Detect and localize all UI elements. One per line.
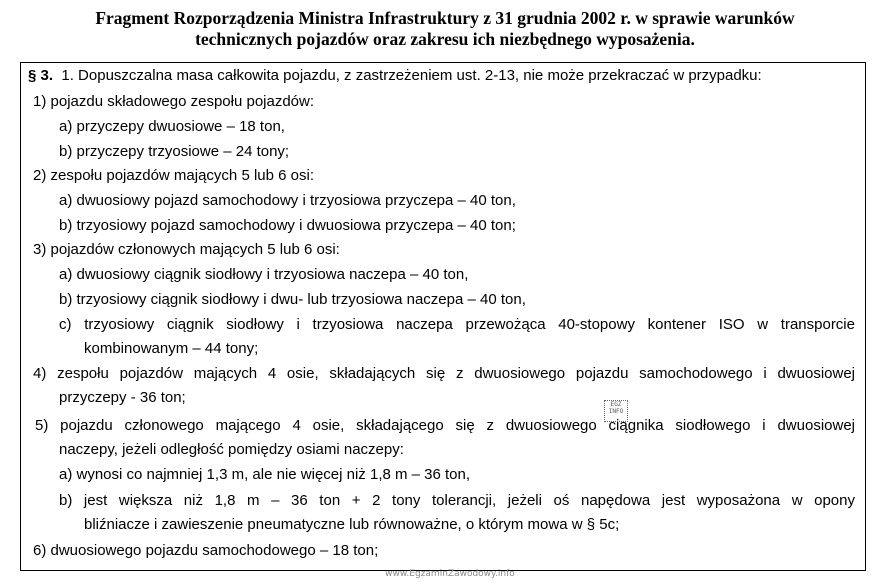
- list-item: b) przyczepy trzyosiowe – 24 tony;: [59, 143, 290, 160]
- list-item: 3) pojazdów członowych mających 5 lub 6 osi:: [33, 241, 340, 258]
- title-line-1: Fragment Rozporządzenia Ministra Infrastruktury z 31 grudnia 2002 r. w sprawie warunków: [95, 8, 795, 28]
- list-item: b) trzyosiowy ciągnik siodłowy i dwu- lub trzyosiowa naczepa – 40 ton,: [59, 291, 526, 308]
- regulation-frame: [20, 62, 866, 571]
- footer-watermark: www.EgzaminZawodowy.info: [385, 569, 515, 579]
- list-item: c) trzyosiowy ciągnik siodłowy i trzyosiowa naczepa przewożąca 40-stopowy kontener ISO w transporcie: [59, 316, 855, 333]
- list-item-continuation: bliźniacze i zawieszenie pneumatyczne lub równoważne, o którym mowa w § 5c;: [84, 516, 620, 533]
- list-item: a) przyczepy dwuosiowe – 18 ton,: [59, 118, 285, 135]
- list-item: a) wynosi co najmniej 1,3 m, ale nie więcej niż 1,8 m – 36 ton,: [59, 466, 471, 483]
- list-item: 2) zespołu pojazdów mających 5 lub 6 osi:: [33, 167, 314, 184]
- list-item: 5) pojazdu członowego mającego 4 osie, składającego się z dwuosiowego ciągnika siodłowego i dwuosiowej: [35, 417, 855, 434]
- list-item-continuation: kombinowanym – 44 tony;: [84, 340, 259, 357]
- list-item: a) dwuosiowy ciągnik siodłowy i trzyosiowa naczepa – 40 ton,: [59, 266, 469, 283]
- list-item: 6) dwuosiowego pojazdu samochodowego – 18 ton;: [33, 542, 379, 559]
- document-title: [0, 8, 890, 50]
- paragraph-header: [28, 67, 762, 85]
- title-line-2: technicznych pojazdów oraz zakresu ich niezbędnego wyposażenia.: [195, 29, 695, 49]
- list-item-continuation: przyczepy - 36 ton;: [59, 389, 186, 406]
- list-item: a) dwuosiowy pojazd samochodowy i trzyosiowa przyczepa – 40 ton,: [59, 192, 516, 209]
- list-item: b) trzyosiowy pojazd samochodowy i dwuosiowa przyczepa – 40 ton;: [59, 217, 516, 234]
- watermark-stamp: EGZ INFO: [604, 400, 628, 422]
- list-item: 1) pojazdu składowego zespołu pojazdów:: [33, 93, 315, 110]
- paragraph-symbol: § 3.: [28, 67, 54, 84]
- paragraph-intro: 1. Dopuszczalna masa całkowita pojazdu, z zastrzeżeniem ust. 2-13, nie może przekraczać w przypadku:: [61, 67, 762, 84]
- list-item-continuation: naczepy, jeżeli odległość pomiędzy osiami naczepy:: [59, 441, 404, 458]
- list-item: 4) zespołu pojazdów mających 4 osie, składających się z dwuosiowego pojazdu samochodowego i dwuosiowej: [33, 365, 855, 382]
- list-item: b) jest większa niż 1,8 m – 36 ton + 2 tony tolerancji, jeżeli oś napędowa jest wyposażona w opony: [59, 492, 855, 509]
